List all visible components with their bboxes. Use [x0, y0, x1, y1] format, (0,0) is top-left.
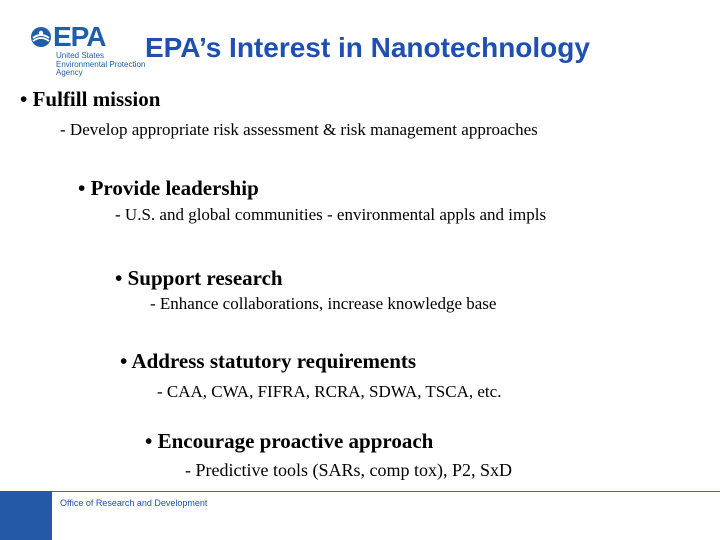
bullet-heading: • Fulfill mission: [20, 87, 161, 111]
bullet-detail: - Develop appropriate risk assessment & risk management approaches: [60, 120, 538, 139]
bullet-heading: • Provide leadership: [78, 176, 259, 200]
bullet-heading: • Address statutory requirements: [120, 349, 417, 373]
bullet-detail: - U.S. and global communities - environmental appls and impls: [115, 205, 547, 224]
footer-text: Office of Research and Development: [60, 498, 208, 508]
bullet-detail: - Predictive tools (SARs, comp tox), P2, SxD: [185, 460, 512, 480]
footer-divider: [52, 491, 720, 492]
epa-flower-icon: [30, 26, 52, 48]
slide-title: EPA’s Interest in Nanotechnology: [145, 32, 590, 63]
bullet-detail: - Enhance collaborations, increase knowledge base: [150, 294, 497, 313]
logo-sub-line: Agency: [56, 68, 83, 78]
logo-sub-line: United States: [56, 51, 105, 60]
logo-subtitle: [56, 52, 145, 78]
logo-sub-line: Environmental Protection: [56, 59, 146, 69]
bullet-heading: • Support research: [115, 266, 283, 290]
bullet-detail: - CAA, CWA, FIFRA, RCRA, SDWA, TSCA, etc.: [157, 382, 502, 401]
bullet-heading: • Encourage proactive approach: [145, 429, 434, 453]
logo-wordmark: EPA: [53, 21, 106, 52]
footer-accent-block: [0, 491, 52, 540]
